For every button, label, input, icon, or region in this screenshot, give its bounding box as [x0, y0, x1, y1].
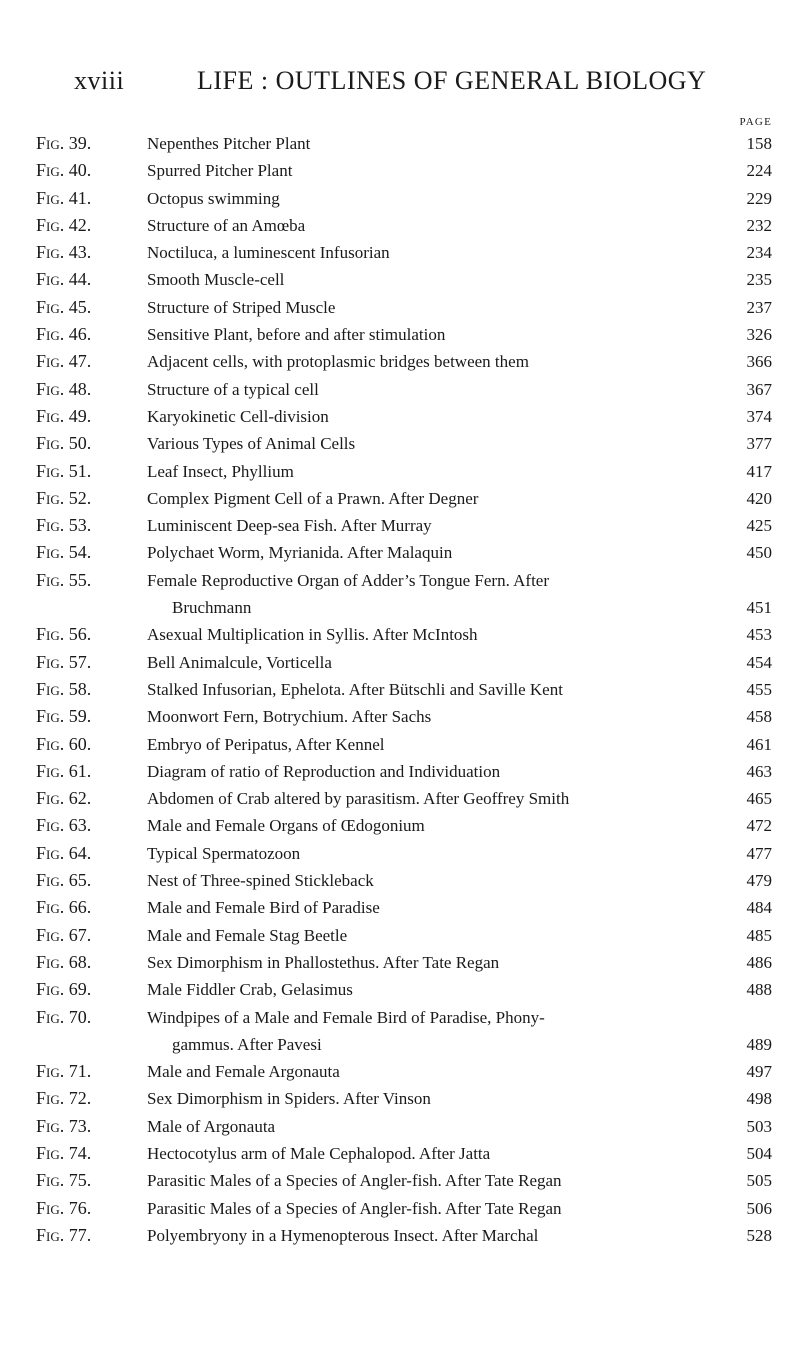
figure-number: Fig. 47.	[36, 351, 92, 372]
figure-caption: Bell Animalcule, Vorticella	[147, 652, 332, 672]
figure-entry	[0, 212, 801, 239]
entry-line	[0, 840, 801, 867]
figure-number: Fig. 52.	[36, 487, 92, 508]
figure-entry	[0, 430, 801, 457]
figure-caption: Parasitic Males of a Species of Angler-fish. After Tate Regan	[147, 1198, 562, 1218]
figure-number: Fig. 67.	[36, 924, 92, 945]
figure-entry	[0, 239, 801, 266]
entry-line	[0, 649, 801, 676]
figure-caption: Abdomen of Crab altered by parasitism. After Geoffrey Smith	[147, 789, 570, 809]
figure-page-number: 458	[746, 707, 772, 727]
figure-page-number: 232	[746, 215, 772, 235]
figure-caption: Windpipes of a Male and Female Bird of Paradise, Phony-	[147, 1007, 545, 1027]
figure-entry	[0, 676, 801, 703]
figure-number: Fig. 71.	[36, 1061, 92, 1082]
figure-entry	[0, 539, 801, 566]
figure-caption: Female Reproductive Organ of Adder’s Tongue Fern. After	[147, 570, 549, 590]
page-number: xviii	[74, 66, 125, 95]
entry-line	[0, 512, 801, 539]
figure-caption: Polychaet Worm, Myrianida. After Malaquin	[147, 543, 453, 563]
figure-page-number: 367	[746, 379, 772, 399]
figure-page-number: 420	[746, 488, 772, 508]
entry-line	[0, 212, 801, 239]
figure-number: Fig. 39.	[36, 133, 92, 153]
entry-line	[0, 1004, 801, 1031]
figure-caption: Structure of a typical cell	[147, 379, 319, 399]
figure-page-number: 158	[746, 134, 772, 153]
entry-line	[0, 976, 801, 1003]
figure-entry	[0, 1167, 801, 1194]
figure-caption: Nepenthes Pitcher Plant	[147, 134, 311, 153]
figure-number: Fig. 55.	[36, 569, 92, 590]
entry-line	[0, 157, 801, 184]
figure-entry	[0, 321, 801, 348]
entry-line	[0, 130, 801, 157]
figure-entry	[0, 567, 801, 622]
figure-page-number: 237	[746, 297, 772, 317]
entry-line	[0, 812, 801, 839]
entry-line	[0, 1167, 801, 1194]
figure-entry	[0, 731, 801, 758]
figure-page-number: 488	[746, 980, 772, 1000]
figure-page-number: 234	[746, 243, 772, 263]
figure-number: Fig. 65.	[36, 870, 92, 891]
figure-page-number: 479	[746, 871, 772, 891]
figure-number: Fig. 60.	[36, 733, 92, 754]
figure-page-number: 484	[746, 898, 772, 918]
entry-line	[0, 485, 801, 512]
entry-line	[0, 703, 801, 730]
figure-page-number: 453	[746, 625, 772, 645]
figure-page-number: 504	[746, 1143, 772, 1163]
figure-entry	[0, 976, 801, 1003]
figure-caption: Sensitive Plant, before and after stimulation	[147, 325, 446, 345]
figure-page-number: 326	[746, 325, 772, 345]
figure-page-number: 235	[746, 270, 772, 290]
running-head	[74, 66, 734, 98]
figure-entry	[0, 266, 801, 293]
figure-number: Fig. 41.	[36, 187, 92, 208]
figure-number: Fig. 75.	[36, 1170, 92, 1191]
entry-line	[0, 1085, 801, 1112]
figure-number: Fig. 50.	[36, 433, 92, 454]
figure-page-number: 485	[746, 925, 772, 945]
figure-caption: Spurred Pitcher Plant	[147, 161, 293, 181]
figure-caption: Male Fiddler Crab, Gelasimus	[147, 980, 353, 1000]
figure-caption: Leaf Insect, Phyllium	[147, 461, 294, 481]
figure-entry	[0, 1140, 801, 1167]
entry-line	[0, 539, 801, 566]
figure-entry	[0, 785, 801, 812]
figure-number: Fig. 49.	[36, 405, 92, 426]
entry-line	[0, 1113, 801, 1140]
figure-entry	[0, 703, 801, 730]
entry-line	[0, 430, 801, 457]
figure-entry	[0, 1085, 801, 1112]
entry-line	[0, 321, 801, 348]
figure-number: Fig. 58.	[36, 678, 92, 699]
figure-caption: Male and Female Argonauta	[147, 1062, 340, 1082]
figure-page-number: 455	[746, 679, 772, 699]
figure-caption: Polyembryony in a Hymenopterous Insect. After Marchal	[147, 1225, 539, 1245]
figure-caption: Octopus swimming	[147, 188, 280, 208]
figure-page-number: 498	[746, 1089, 772, 1109]
figure-entry	[0, 157, 801, 184]
figure-number: Fig. 77.	[36, 1224, 92, 1245]
entry-line	[0, 1058, 801, 1085]
entry-line	[0, 731, 801, 758]
figure-caption: Various Types of Animal Cells	[147, 434, 356, 454]
figure-entry	[0, 485, 801, 512]
entry-line	[0, 185, 801, 212]
entry-line	[0, 348, 801, 375]
figure-caption: Asexual Multiplication in Syllis. After McIntosh	[147, 625, 478, 645]
figure-number: Fig. 68.	[36, 951, 92, 972]
figure-caption: Sex Dimorphism in Phallostethus. After Tate Regan	[147, 952, 500, 972]
figure-number: Fig. 76.	[36, 1197, 92, 1218]
figure-caption: Karyokinetic Cell-division	[147, 406, 329, 426]
figure-entry	[0, 1004, 801, 1059]
figure-page-number: 477	[746, 843, 772, 863]
entry-line	[0, 676, 801, 703]
figure-entry	[0, 130, 801, 157]
entry-line	[0, 1222, 801, 1249]
figure-number: Fig. 72.	[36, 1088, 92, 1109]
figure-number: Fig. 54.	[36, 542, 92, 563]
figure-caption: Nest of Three-spined Stickleback	[147, 871, 374, 891]
figure-caption: Bruchmann	[172, 598, 252, 618]
figure-number: Fig. 53.	[36, 515, 92, 536]
figure-entry	[0, 1222, 801, 1249]
figure-page-number: 463	[746, 761, 772, 781]
figure-caption: Typical Spermatozoon	[147, 843, 301, 863]
figure-page-number: 377	[746, 434, 772, 454]
figure-caption: Diagram of ratio of Reproduction and Individuation	[147, 761, 501, 781]
figure-entry	[0, 348, 801, 375]
figure-number: Fig. 45.	[36, 296, 92, 317]
figure-entry	[0, 403, 801, 430]
figure-caption: Adjacent cells, with protoplasmic bridges between them	[147, 352, 529, 372]
figure-page-number: 417	[746, 461, 772, 481]
figure-number: Fig. 70.	[36, 1006, 92, 1027]
figure-entry	[0, 185, 801, 212]
figure-page-number: 425	[746, 516, 772, 536]
figure-entry	[0, 867, 801, 894]
figure-entry	[0, 840, 801, 867]
figure-caption: Male of Argonauta	[147, 1116, 276, 1136]
figure-entry	[0, 458, 801, 485]
figure-number: Fig. 40.	[36, 160, 92, 181]
entry-line	[0, 894, 801, 921]
figure-entry	[0, 894, 801, 921]
figure-caption: Hectocotylus arm of Male Cephalopod. After Jatta	[147, 1143, 491, 1163]
figure-entry	[0, 1113, 801, 1140]
figure-entry	[0, 758, 801, 785]
entry-line	[0, 949, 801, 976]
page-column-label: PAGE	[739, 116, 772, 128]
figure-page-number: 224	[746, 161, 772, 181]
figure-number: Fig. 73.	[36, 1115, 92, 1136]
figure-page-number: 528	[746, 1225, 772, 1245]
figure-entry	[0, 949, 801, 976]
figure-page-number: 486	[746, 952, 772, 972]
figure-caption: Embryo of Peripatus, After Kennel	[147, 734, 385, 754]
entry-line	[0, 403, 801, 430]
figure-caption: gammus. After Pavesi	[172, 1034, 322, 1054]
figure-caption: Stalked Infusorian, Ephelota. After Bütschli and Saville Kent	[147, 679, 563, 699]
entry-line	[0, 922, 801, 949]
entry-line	[0, 294, 801, 321]
figure-number: Fig. 48.	[36, 378, 92, 399]
figure-caption: Male and Female Stag Beetle	[147, 925, 348, 945]
entry-line	[0, 266, 801, 293]
figure-number: Fig. 74.	[36, 1142, 92, 1163]
figure-page-number: 454	[746, 652, 772, 672]
figure-page-number: 506	[746, 1198, 772, 1218]
entry-line	[0, 594, 801, 621]
entry-line	[0, 867, 801, 894]
figure-caption: Male and Female Organs of Œdogonium	[147, 816, 425, 836]
figure-number: Fig. 62.	[36, 788, 92, 809]
figure-number: Fig. 43.	[36, 242, 92, 263]
figure-caption: Smooth Muscle-cell	[147, 270, 285, 290]
running-title: LIFE : OUTLINES OF GENERAL BIOLOGY	[197, 66, 707, 95]
figure-page-number: 366	[746, 352, 772, 372]
figure-caption: Luminiscent Deep-sea Fish. After Murray	[147, 516, 432, 536]
figure-entry	[0, 376, 801, 403]
figure-caption: Structure of Striped Muscle	[147, 297, 336, 317]
entry-line	[0, 1140, 801, 1167]
figure-number: Fig. 46.	[36, 324, 92, 345]
figure-page-number: 229	[746, 188, 772, 208]
figure-page-number: 374	[746, 406, 772, 426]
figure-number: Fig. 44.	[36, 269, 92, 290]
figure-caption: Sex Dimorphism in Spiders. After Vinson	[147, 1089, 431, 1109]
entry-line	[0, 1195, 801, 1222]
figure-entry	[0, 1195, 801, 1222]
figure-entry	[0, 621, 801, 648]
list-of-illustrations	[0, 130, 801, 1249]
figure-entry	[0, 812, 801, 839]
figure-page-number: 472	[746, 816, 772, 836]
figure-page-number: 497	[746, 1062, 772, 1082]
entry-line	[0, 1031, 801, 1058]
figure-page-number: 505	[746, 1171, 772, 1191]
figure-number: Fig. 56.	[36, 624, 92, 645]
figure-entry	[0, 512, 801, 539]
figure-entry	[0, 294, 801, 321]
figure-number: Fig. 64.	[36, 842, 92, 863]
entry-line	[0, 567, 801, 594]
figure-entry	[0, 649, 801, 676]
entry-line	[0, 758, 801, 785]
figure-page-number: 451	[746, 598, 772, 618]
figure-number: Fig. 63.	[36, 815, 92, 836]
figure-number: Fig. 69.	[36, 979, 92, 1000]
figure-caption: Noctiluca, a luminescent Infusorian	[147, 243, 390, 263]
figure-number: Fig. 66.	[36, 897, 92, 918]
entry-line	[0, 376, 801, 403]
figure-caption: Moonwort Fern, Botrychium. After Sachs	[147, 707, 432, 727]
figure-page-number: 489	[746, 1034, 772, 1054]
entry-line	[0, 458, 801, 485]
figure-number: Fig. 51.	[36, 460, 92, 481]
figure-page-number: 465	[746, 789, 772, 809]
figure-entry	[0, 1058, 801, 1085]
entry-line	[0, 621, 801, 648]
figure-page-number: 503	[746, 1116, 772, 1136]
figure-number: Fig. 61.	[36, 760, 92, 781]
figure-page-number: 450	[746, 543, 772, 563]
figure-number: Fig. 42.	[36, 214, 92, 235]
entry-line	[0, 785, 801, 812]
entry-line	[0, 239, 801, 266]
figure-number: Fig. 57.	[36, 651, 92, 672]
figure-entry	[0, 922, 801, 949]
figure-number: Fig. 59.	[36, 706, 92, 727]
figure-page-number: 461	[746, 734, 772, 754]
figure-caption: Structure of an Amœba	[147, 215, 306, 235]
figure-caption: Male and Female Bird of Paradise	[147, 898, 380, 918]
figure-caption: Complex Pigment Cell of a Prawn. After Degner	[147, 488, 479, 508]
figure-caption: Parasitic Males of a Species of Angler-fish. After Tate Regan	[147, 1171, 562, 1191]
